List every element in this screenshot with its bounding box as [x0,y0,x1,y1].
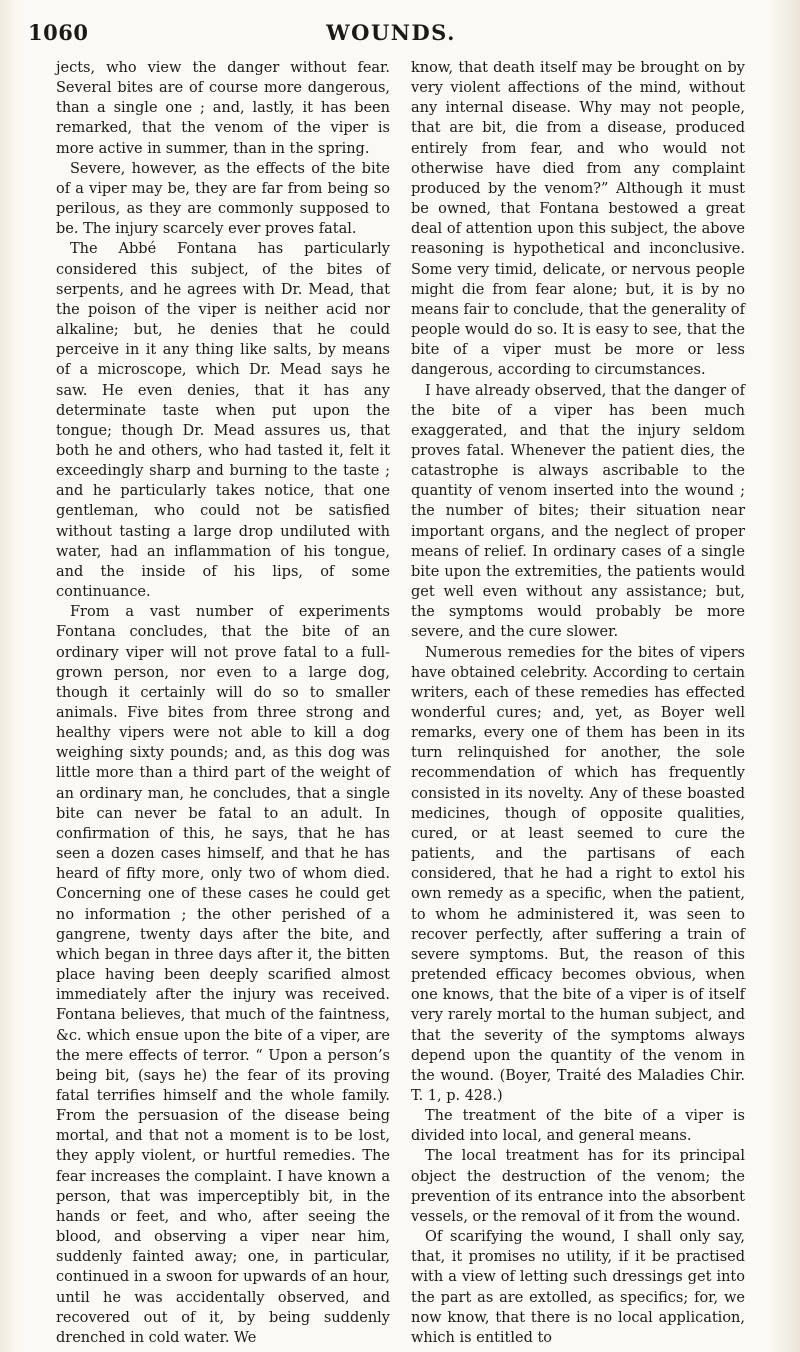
page-number: 1060 [28,20,89,45]
paragraph: The local treatment has for its principal object the destruction of the venom; the prevention of its entrance into the absorbent vessels, or the removal of it from the wound. [411,1148,745,1225]
page-edge-shading [770,0,800,1352]
paragraph: I have already observed, that the danger of the bite of a viper has been much exaggerated, and that the injury seldom proves fatal. Whenever the patient dies, the catastrophe is always ascribable to the quantity of venom inserted into the wound ; the number of bites; their situation near important organs, and the neglect of proper means of relief. In ordinary cases of a single bite upon the extremities, the patients would get well even without any assistance; but, the symptoms would probably be more severe, and the cure slower. [411,382,745,641]
paragraph: The Abbé Fontana has particularly considered this subject, of the bites of serpents, and he agrees with Dr. Mead, that the poison of the viper is neither acid nor alkaline; but, he denies that he could perceive in it any thing like salts, by means of a microscope, which Dr. Mead says he saw. He even denies, that it has any determinate taste when put upon the tongue; though Dr. Mead assures us, that both he and others, who had tasted it, felt it exceedingly sharp and burning to the taste ; and he particularly takes notice, that one gentleman, who could not be satisfied without tasting a large drop undiluted with water, had an inflammation of his tongue, and the inside of his lips, of some continuance. [56,241,390,601]
paragraph: Severe, however, as the effects of the bite of a viper may be, they are far from being so perilous, as they are commonly supposed to be. The injury scarcely ever proves fatal. [56,160,390,238]
paragraph: know, that death itself may be brought on by very violent affections of the mind, without any internal disease. Why may not people, that are bit, die from a disease, produced entirely from fear, and who would not otherwise have died from any complaint produced by the venom?” Although it must be owned, that Fontana bestowed a great deal of attention upon this subject, the above reasoning is hypothetical and inconclusive. Some very timid, delicate, or nervous people might die from fear alone; but, it is by no means fair to conclude, that the generality of people would do so. It is easy to see, that the bite of a viper must be more or less dangerous, according to circumstances. [411,60,745,379]
page-header [28,20,754,50]
paragraph: Numerous remedies for the bites of vipers have obtained celebrity. According to certain writers, each of these remedies has effected wonderful cures; and, yet, as Boyer well remarks, every one of them has been in its turn relinquished for another, the sole recommendation of which has frequently consisted in its novelty. Any of these boasted medicines, though of opposite qualities, cured, or at least seemed to cure the patients, and the partisans of each considered, that he had a right to extol his own remedy as a specific, when the patient, to whom he administered it, was seen to recover perfectly, after suffering a train of severe symptoms. But, the reason of this pretended efficacy becomes obvious, when one knows, that the bite of a viper is of itself very rarely mortal to the human subject, and that the severity of the symptoms always depend upon the quantity of the venom in the wound. (Boyer, Traité des Maladies Chir. T. 1, p. 428.) [411,644,745,1104]
right-column [411,58,745,1346]
running-head: WOUNDS. [326,20,456,45]
paragraph: The treatment of the bite of a viper is divided into local, and general means. [411,1108,745,1145]
paragraph: Of scarifying the wound, I shall only say, that, it promises no utility, if it be practised with a view of letting such dressings get into the part as are extolled, as specifics; for, we now know, that there is no local application, which is entitled to [411,1229,745,1346]
paragraph: From a vast number of experiments Fontana concludes, that the bite of an ordinary viper will not prove fatal to a full-grown person, nor even to a large dog, though it certainly will do so to smaller animals. Five bites from three strong and healthy vipers were not able to kill a dog weighing sixty pounds; and, as this dog was little more than a third part of the weight of an ordinary man, he concludes, that a single bite can never be fatal to an adult. In confirmation of this, he says, that he has seen a dozen cases himself, and that he has heard of fifty more, only two of whom died. Concerning one of these cases he could get no information ; the other perished of a gangrene, twenty days after the bite, and which began in three days after it, the bitten place having been deeply scarified almost immediately after the injury was received. Fontana believes, that much of the faintness, &c. which ensue upon the bite of a viper, are the mere effects of terror. “ Upon a person’s being bit, (says he) the fear of its proving fatal terrifies himself and the whole family. From the persuasion of the disease being mortal, and that not a moment is to be lost, they apply violent, or hurtful remedies. The fear increases the complaint. I have known a person, that was imperceptibly bit, in the hands or feet, and who, after seeing the blood, and observing a viper near him, suddenly fainted away; one, in particular, continued in a swoon for upwards of an hour, until he was accidentally observed, and recovered out of it, by being suddenly drenched in cold water. We [56,604,390,1346]
page-gutter-shading [0,0,18,1352]
paragraph: jects, who view the danger without fear. Several bites are of course more dangerous, than a single one ; and, lastly, it has been remarked, that the venom of the viper is more active in summer, than in the spring. [56,60,390,157]
left-column [56,58,390,1346]
